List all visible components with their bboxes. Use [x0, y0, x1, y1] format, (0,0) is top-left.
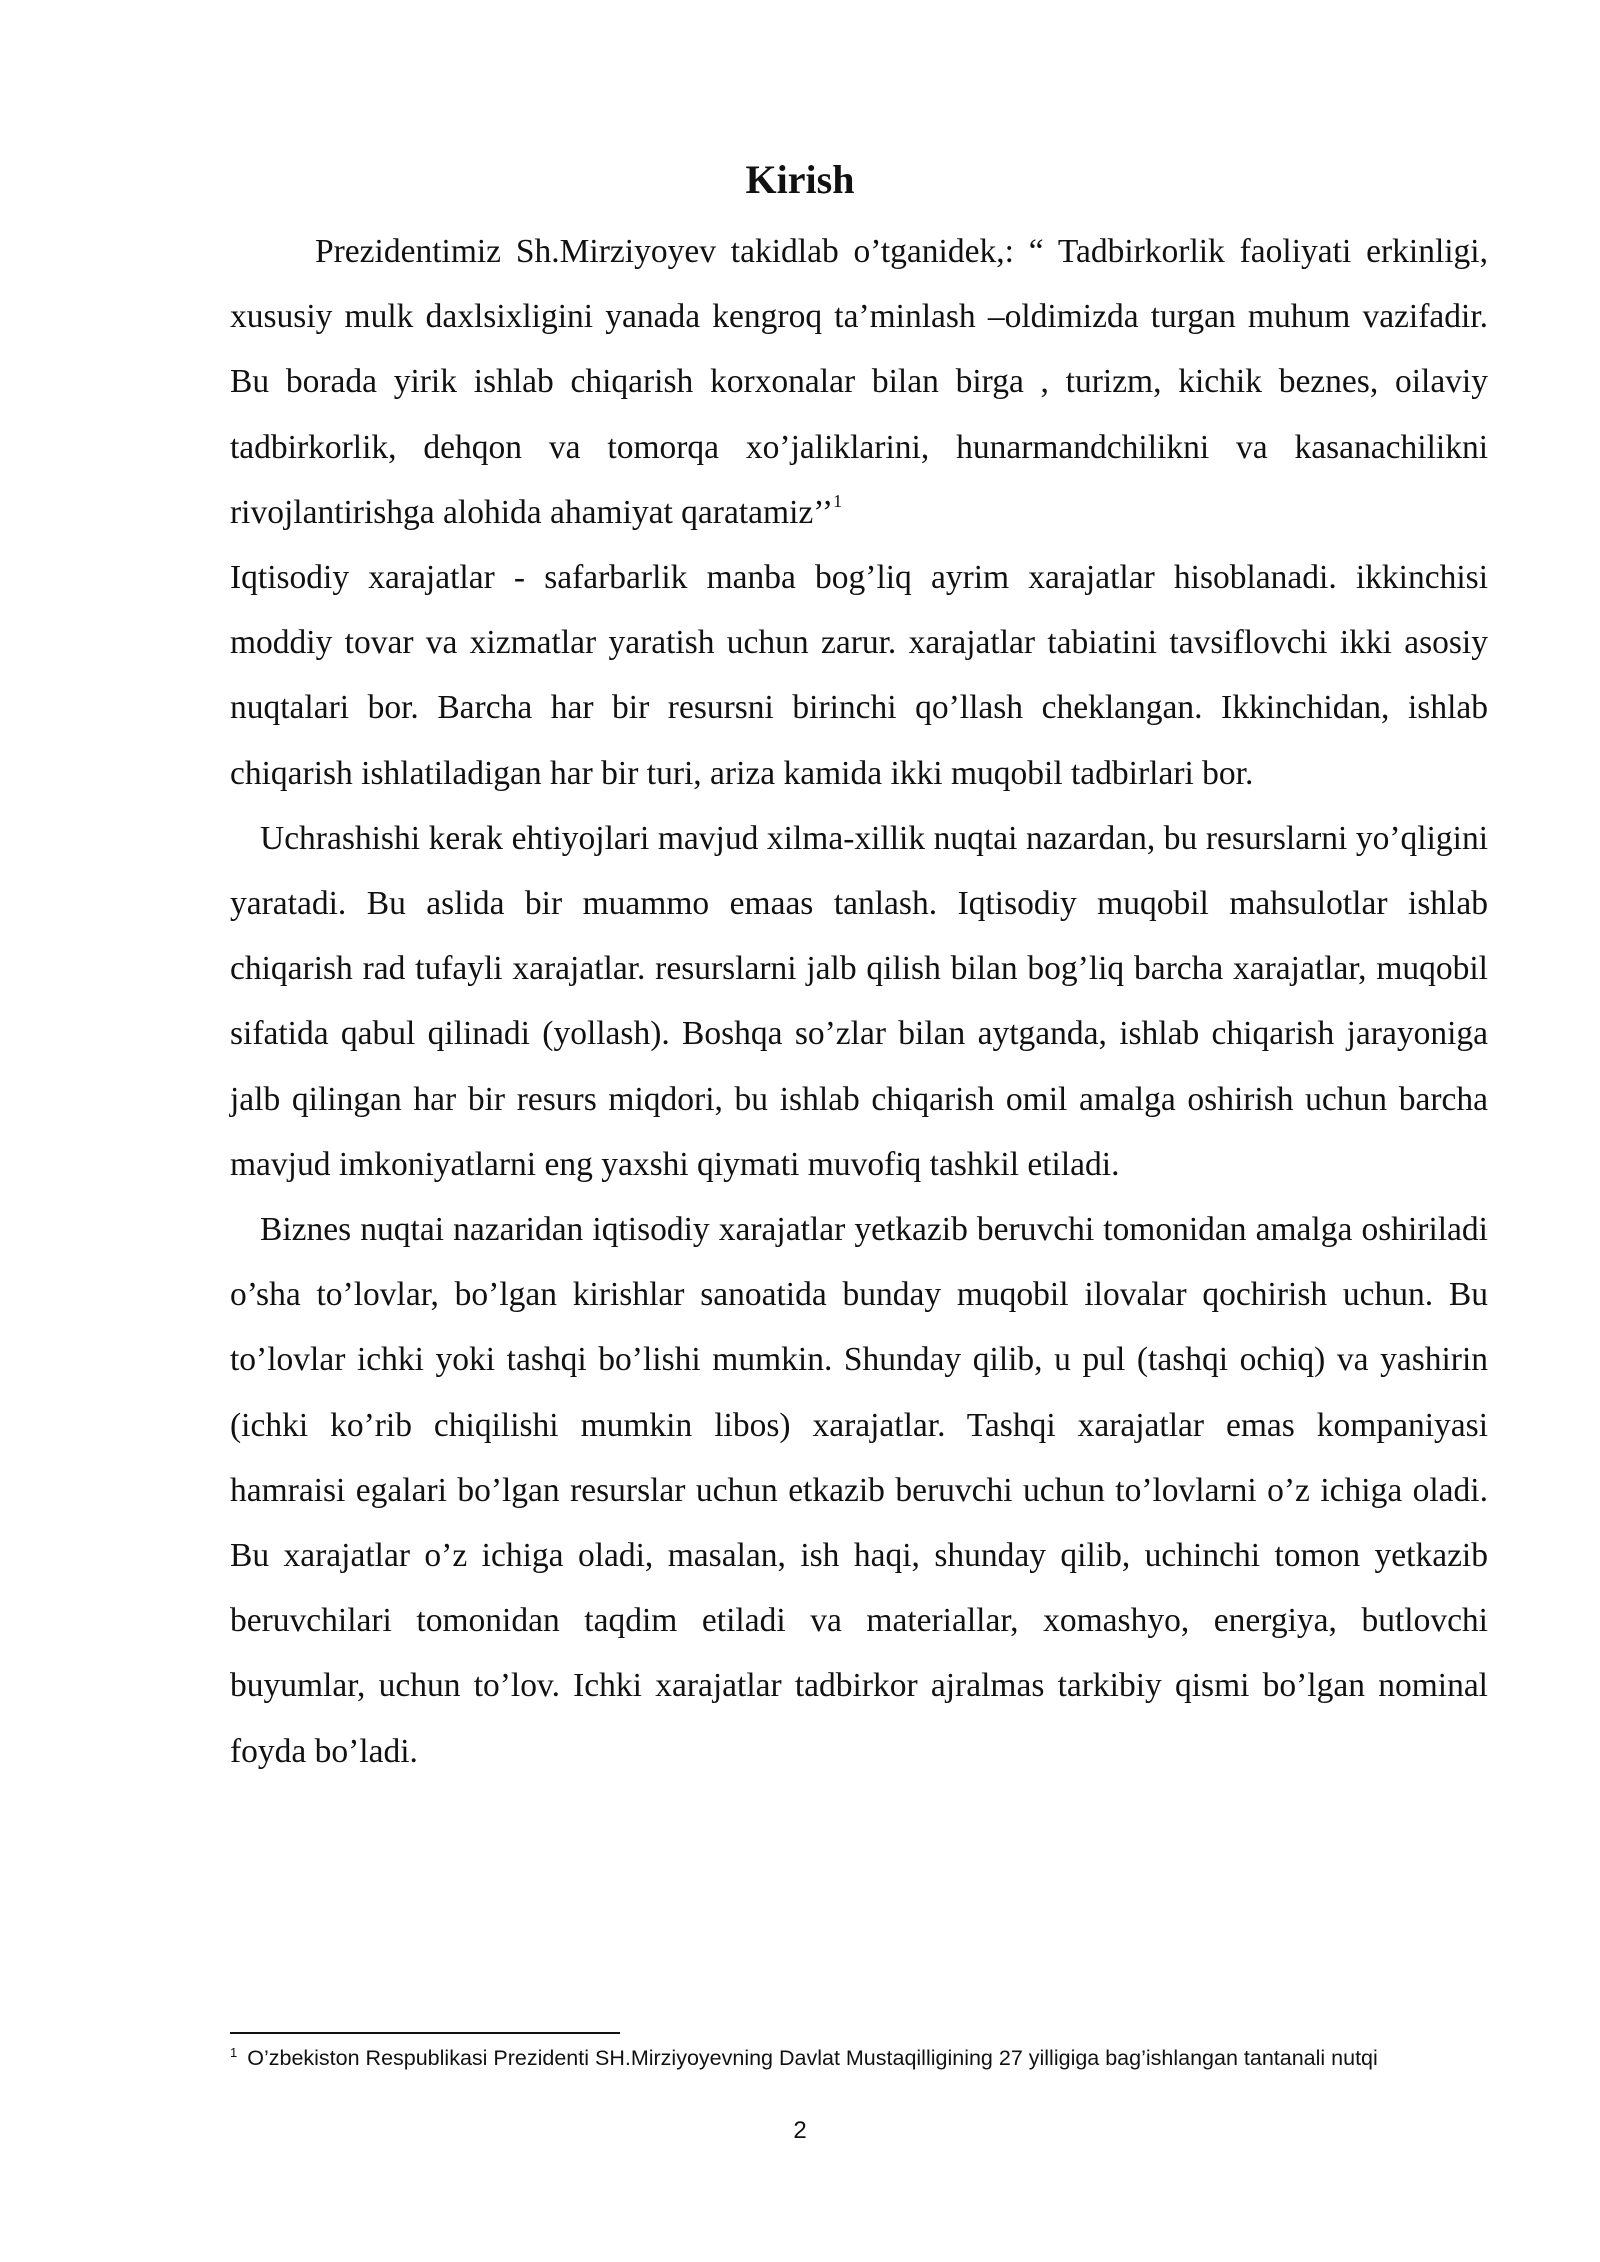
paragraph-2-text: Iqtisodiy xarajatlar - safarbarlik manba bog’liq ayrim xarajatlar hisoblanadi. ikkinchisi moddiy tovar va xizmatlar yaratish uchun zarur. xarajatlar tabiatini tavsiflovchi ikki asosiy nuqtalari bor. Barcha har bir resursni birinchi qo’llash cheklangan. Ikkinchidan, ishlab chiqarish ishlatiladigan har bir turi, ariza kamida ikki muqobil tadbirlari bor.: [230, 559, 1488, 792]
paragraph-3: Uchrashishi kerak ehtiyojlari mavjud xilma-xillik nuqtai nazardan, bu resurslarni yo’qligini yaratadi. Bu aslida bir muammo emaas tanlash. Iqtisodiy muqobil mahsulotlar ishlab chiqarish rad tufayli xarajatlar. resurslarni jalb qilish bilan bog’liq barcha xarajatlar, muqobil sifatida qabul qilinadi (yollash). Boshqa so’zlar bilan aytganda, ishlab chiqarish jarayoniga jalb qilingan har bir resurs miqdori, bu ishlab chiqarish omil amalga oshirish uchun barcha mavjud imkoniyatlarni eng yaxshi qiymati muvofiq tashkil etiladi.: [230, 819, 1488, 1183]
footnote-separator: [230, 2032, 620, 2034]
paragraph-4: Biznes nuqtai nazaridan iqtisodiy xarajatlar yetkazib beruvchi tomonidan amalga oshiriladi o’sha to’lovlar, bo’lgan kirishlar sanoatida bunday muqobil ilovalar qochirish uchun. Bu to’lovlar ichki yoki tashqi bo’lishi mumkin. Shunday qilib, u pul (tashqi ochiq) va yashirin (ichki ko’rib chiqilishi mumkin libos) xarajatlar. Tashqi xarajatlar emas kompaniyasi hamraisi egalari bo’lgan resurslar uchun etkazib beruvchi uchun to’lovlarni o’z ichiga oladi. Bu xarajatlar o’z ichiga oladi, masalan, ish haqi, shunday qilib, uchinchi tomon yetkazib beruvchilari tomonidan taqdim etiladi va materiallar, xomashyo, energiya, butlovchi buyumlar, uchun to’lov. Ichki xarajatlar tadbirkor ajralmas tarkibiy qismi bo’lgan nominal foyda bo’ladi.: [230, 1211, 1488, 1770]
body-text: [230, 219, 1488, 1784]
footnote-number: 1: [230, 2045, 238, 2060]
paragraph-1-text: Prezidentimiz Sh.Mirziyoyev takidlab o’tganidek,: “ Tadbirkorlik faoliyati erkinligi, xususiy mulk daxlsixligini yanada kengroq ta’minlash –oldimizda turgan muhum vazifadir. Bu borada yirik ishlab chiqarish korxonalar bilan birga , turizm, kichik beznes, oilaviy tadbirkorlik, dehqon va tomorqa xo’jaliklarini, hunarmandchilikni va kasanachilikni rivojlantirishga alohida ahamiyat qaratamiz’’: [230, 233, 1488, 531]
section-title: Kirish: [745, 157, 855, 202]
footnote-reference[interactable]: 1: [833, 490, 843, 511]
page-number: 2: [793, 2117, 807, 2144]
footnote-text: O’zbekiston Respublikasi Prezidenti SH.Mirziyoyevning Davlat Mustaqilligining 27 yilligiga bag’ishlangan tantanali nutqi: [247, 2046, 1378, 2070]
paragraph-1: [230, 219, 1488, 806]
footnote: [230, 2043, 1488, 2073]
